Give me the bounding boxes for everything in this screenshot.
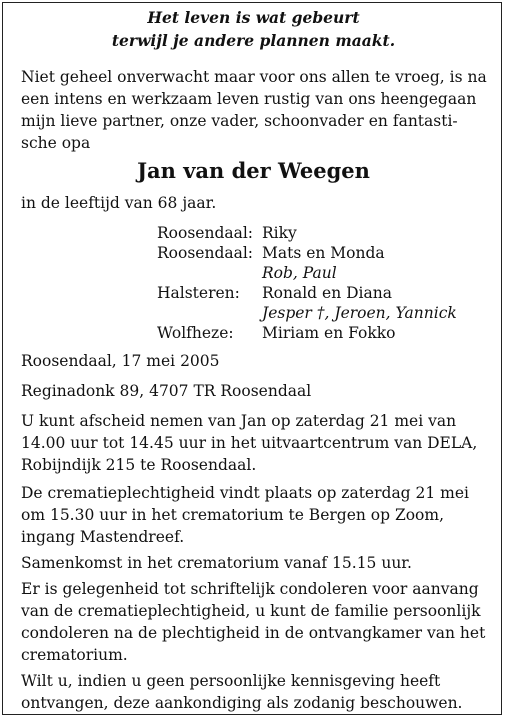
family-names: Riky xyxy=(262,224,297,242)
farewell-line: Robijndijk 215 te Roosendaal. xyxy=(21,456,257,474)
cremation-line: De crematieplechtigheid vindt plaats op zaterdag 21 mei xyxy=(21,484,470,502)
notice-paragraph xyxy=(21,670,487,714)
deceased-name: Jan van der Weegen xyxy=(137,158,370,183)
family-place: Roosendaal: xyxy=(157,244,254,262)
condolence-line: Er is gelegenheid tot schriftelijk condoleren voor aanvang xyxy=(21,580,479,598)
cremation-paragraph xyxy=(21,482,487,548)
cremation-line: om 15.30 uur in het crematorium te Bergen op Zoom, xyxy=(21,506,445,524)
condolence-paragraph xyxy=(21,578,487,666)
notice-line: ontvangen, deze aankondiging als zodanig beschouwen. xyxy=(21,694,463,712)
family-names: Ronald en Diana xyxy=(262,284,392,302)
family-grandchildren: Rob, Paul xyxy=(262,264,337,282)
family-names: Miriam en Fokko xyxy=(262,324,396,342)
family-grandchildren: Jesper †, Jeroen, Yannick xyxy=(262,304,457,322)
family-place: Roosendaal: xyxy=(157,224,254,242)
age-line: in de leeftijd van 68 jaar. xyxy=(21,194,217,212)
intro-line: sche opa xyxy=(21,134,91,152)
intro-line: een intens en werkzaam leven rustig van ons heengegaan xyxy=(21,90,477,108)
gathering-line: Samenkomst in het crematorium vanaf 15.15 uur. xyxy=(21,554,412,572)
date-line: Roosendaal, 17 mei 2005 xyxy=(21,352,220,370)
condolence-line: crematorium. xyxy=(21,646,128,664)
address-line: Reginadonk 89, 4707 TR Roosendaal xyxy=(21,382,312,400)
farewell-line: U kunt afscheid nemen van Jan op zaterdag 21 mei van xyxy=(21,412,457,430)
condolence-line: condoleren na de plechtigheid in de ontvangkamer van het xyxy=(21,624,486,642)
family-names: Mats en Monda xyxy=(262,244,385,262)
intro-line: mijn lieve partner, onze vader, schoonvader en fantasti- xyxy=(21,112,458,130)
notice-line: Wilt u, indien u geen persoonlijke kennisgeving heeft xyxy=(21,672,441,690)
motto-line-1: Het leven is wat gebeurt xyxy=(147,8,360,27)
condolence-line: van de crematieplechtigheid, u kunt de familie persoonlijk xyxy=(21,602,481,620)
motto-line-2: terwijl je andere plannen maakt. xyxy=(111,31,396,50)
farewell-line: 14.00 uur tot 14.45 uur in het uitvaartcentrum van DELA, xyxy=(21,434,478,452)
family-place: Halsteren: xyxy=(157,284,240,302)
family-place: Wolfheze: xyxy=(157,324,234,342)
intro-line: Niet geheel onverwacht maar voor ons allen te vroeg, is na xyxy=(21,68,487,86)
intro-paragraph xyxy=(21,66,487,154)
farewell-paragraph xyxy=(21,410,487,476)
cremation-line: ingang Mastendreef. xyxy=(21,528,185,546)
